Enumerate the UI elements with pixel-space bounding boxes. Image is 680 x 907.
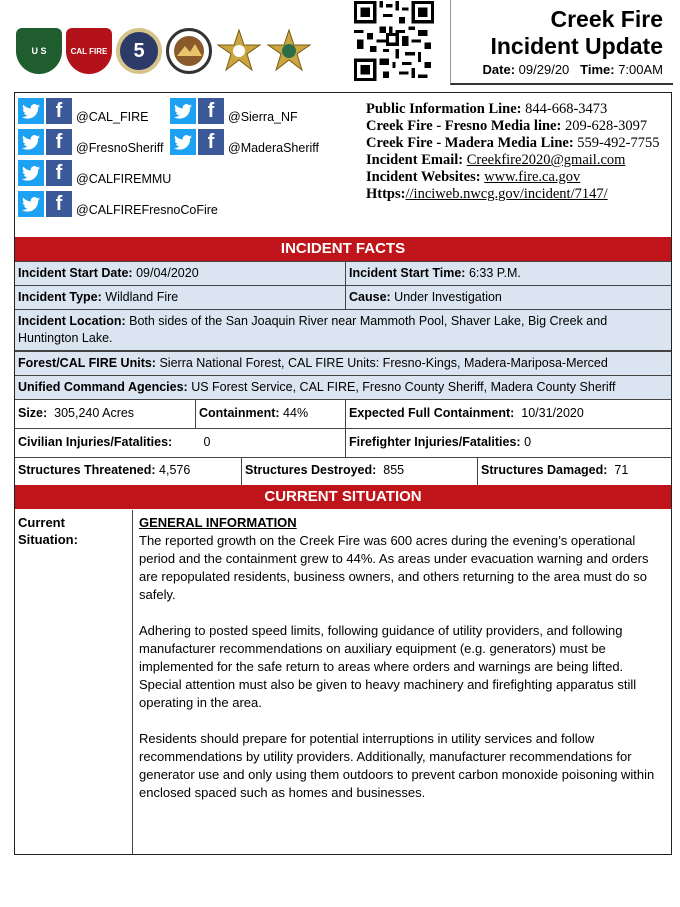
civilian-injuries: 0	[203, 435, 211, 449]
qr-code[interactable]	[354, 1, 434, 81]
current-situation-header: CURRENT SITUATION	[15, 485, 671, 509]
inciweb-link[interactable]: //inciweb.nwcg.gov/incident/7147/	[405, 186, 608, 202]
structures-destroyed: 855	[383, 463, 405, 477]
situation-paragraph-1: The reported growth on the Creek Fire was 600 acres during the evening’s operational period and the containment grew to 44%. As areas under evacuation warning and orders are repopulated residents, business owners, and others returning to the area must do so safely.	[139, 533, 649, 602]
table-row: Incident Type: Wildland Fire Cause: Under Investigation	[15, 286, 671, 310]
facebook-icon[interactable]: f	[46, 98, 72, 124]
date-time-line: Date: 09/29/20 Time: 7:00AM	[482, 62, 663, 77]
incident-start-date: 09/04/2020	[136, 266, 199, 280]
situation-paragraph-2: Adhering to posted speed limits, following guidance of utility providers, and following manufacturer recommendations on auxiliary equipment (e.g. generators) must be implemented for the safe return to areas where orders and warnings are being lifted. Special attention must also be given to heavy machinery and firefighting apparatus still operating in the area.	[139, 623, 637, 710]
current-situation-section	[15, 510, 671, 854]
table-row: Incident Start Date: 09/04/2020 Incident Start Time: 6:33 P.M.	[15, 261, 671, 286]
social-link-madera-sheriff[interactable]: f @MaderaSheriff	[170, 129, 319, 155]
incident-email: Incident Email: Creekfire2020@gmail.com	[366, 152, 626, 168]
table-row: Size: 305,240 Acres Containment: 44% Expected Full Containment: 10/31/2020	[15, 400, 671, 429]
forest-units: Sierra National Forest, CAL FIRE Units: Fresno-Kings, Madera-Mariposa-Merced	[159, 356, 608, 370]
us-forest-service-logo: U S	[16, 28, 62, 74]
madera-media-line: Creek Fire - Madera Media Line: 559-492-7755	[366, 135, 660, 151]
title-line-1: Creek Fire	[550, 6, 663, 32]
incident-cause: Under Investigation	[394, 290, 502, 304]
inciweb-line: Https://inciweb.nwcg.gov/incident/7147/	[366, 186, 608, 202]
table-row: Unified Command Agencies: US Forest Service, CAL FIRE, Fresno County Sheriff, Madera County Sheriff	[15, 376, 671, 400]
fresno-media-line: Creek Fire - Fresno Media line: 209-628-3097	[366, 118, 648, 134]
twitter-icon[interactable]	[18, 191, 44, 217]
email-link[interactable]: Creekfire2020@gmail.com	[466, 152, 626, 168]
situation-paragraph-3: Residents should prepare for potential interruptions in utility services and follow recommendations by utility providers. Additionally, manufacturer recommendations for generator use and only using them outdoors to prevent carbon monoxide poisoning within enclosed spaced such as homes and businesses.	[139, 731, 655, 800]
social-link-cal-fire[interactable]: f @CAL_FIRE	[18, 98, 148, 124]
social-link-calfiremmu[interactable]: f @CALFIREMMU	[18, 160, 171, 186]
contact-info	[366, 101, 659, 203]
twitter-icon[interactable]	[18, 129, 44, 155]
social-links	[18, 98, 358, 233]
twitter-icon[interactable]	[18, 98, 44, 124]
incident-facts-table	[15, 261, 671, 485]
title-block	[450, 0, 673, 85]
sierra-logo	[166, 28, 212, 74]
incident-start-time: 6:33 P.M.	[468, 266, 521, 280]
table-row: Structures Threatened: 4,576 Structures Destroyed: 855 Structures Damaged: 71	[15, 458, 671, 485]
twitter-icon[interactable]	[18, 160, 44, 186]
incident-location: Both sides of the San Joaquin River near Mammoth Pool, Shaver Lake, Big Creek and Huntington Lake.	[18, 314, 608, 345]
twitter-icon[interactable]	[170, 98, 196, 124]
public-info-line: Public Information Line: 844-668-3473	[366, 101, 608, 117]
facebook-icon[interactable]: f	[46, 160, 72, 186]
incident-type: Wildland Fire	[105, 290, 179, 304]
social-link-fresno-sheriff[interactable]: f @FresnoSheriff	[18, 129, 164, 155]
unified-command-agencies: US Forest Service, CAL FIRE, Fresno County Sheriff, Madera County Sheriff	[191, 380, 616, 394]
social-link-calfire-fresno[interactable]: f @CALFIREFresnoCoFire	[18, 191, 218, 217]
facebook-icon[interactable]: f	[46, 191, 72, 217]
time-value: 7:00AM	[618, 62, 663, 77]
situation-label: Current Situation:	[15, 510, 133, 854]
fresno-sheriff-star-logo	[216, 28, 262, 74]
fire-ca-gov-link[interactable]: www.fire.ca.gov	[484, 169, 581, 185]
firefighter-injuries: 0	[524, 435, 532, 449]
twitter-icon[interactable]	[170, 129, 196, 155]
agency-logos	[16, 28, 312, 74]
cal-fire-logo: CAL FIRE	[66, 28, 112, 74]
table-row: Forest/CAL FIRE Units: Sierra National Forest, CAL FIRE Units: Fresno-Kings, Madera-Mariposa-Merced	[15, 351, 671, 376]
date-value: 09/29/20	[518, 62, 570, 77]
facebook-icon[interactable]: f	[198, 129, 224, 155]
structures-damaged: 71	[614, 463, 629, 477]
incident-websites: Incident Websites: www.fire.ca.gov	[366, 169, 581, 185]
situation-body	[133, 510, 671, 854]
facebook-icon[interactable]: f	[46, 129, 72, 155]
table-row: Incident Location: Both sides of the San Joaquin River near Mammoth Pool, Shaver Lake, Big Creek and Huntington Lake.	[15, 310, 671, 351]
expected-full-containment: 10/31/2020	[521, 406, 584, 420]
fire-size: 305,240 Acres	[54, 406, 135, 420]
madera-sheriff-star-logo	[266, 28, 312, 74]
social-link-sierra-nf[interactable]: f @Sierra_NF	[170, 98, 298, 124]
fresno-logo: 5	[116, 28, 162, 74]
general-information-heading: GENERAL INFORMATION	[139, 515, 297, 530]
table-row: Civilian Injuries/Fatalities: 0 Firefighter Injuries/Fatalities: 0	[15, 429, 671, 458]
incident-facts-header: INCIDENT FACTS	[15, 237, 671, 261]
facebook-icon[interactable]: f	[198, 98, 224, 124]
structures-threatened: 4,576	[159, 463, 191, 477]
containment-percent: 44%	[283, 406, 309, 420]
title-line-2: Incident Update	[490, 33, 663, 59]
